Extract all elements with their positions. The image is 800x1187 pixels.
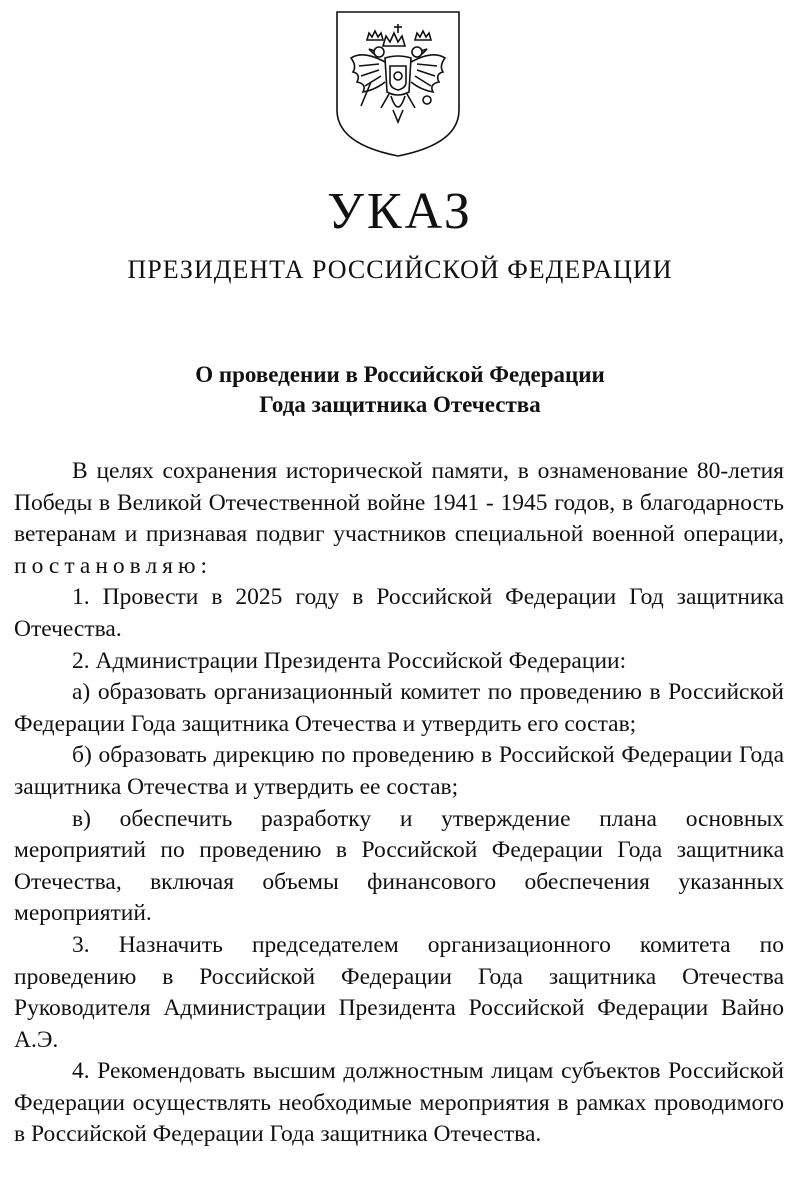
heading-line-2: Года защитника Отечества xyxy=(259,392,541,417)
heading-line-1: О проведении в Российской Федерации xyxy=(195,362,605,387)
item-3: 3. Назначить председателем организационного комитета по проведению в Российской Федерации Года защитника Отечества Руководителя Администрации Президента Российской Федерации Вайно А.Э. xyxy=(14,931,784,1053)
item-4: 4. Рекомендовать высшим должностным лицам субъектов Российской Федерации осуществлять необходимые мероприятия в рамках проводимого в Российской Федерации Года защитника Отечества. xyxy=(14,1058,784,1148)
decree-heading xyxy=(0,360,800,420)
document-title: УКАЗ xyxy=(327,183,473,240)
item-2c: в) обеспечить разработку и утверждение плана основных мероприятий по проведению в Российской Федерации Года защитника Отечества, включая объемы финансового обеспечения указанных мероприятий. xyxy=(14,805,784,927)
item-2: 2. Администрации Президента Российской Федерации: xyxy=(72,647,627,674)
item-2a: а) образовать организационный комитет по проведению в Российской Федерации Года защитника Отечества и утвердить его состав; xyxy=(14,679,784,737)
item-2b: б) образовать дирекцию по проведению в Российской Федерации Года защитника Отечества и утвердить ее состав; xyxy=(14,742,784,800)
coat-of-arms-icon xyxy=(323,6,473,158)
decree-word: постановляю: xyxy=(14,552,213,579)
preamble-text: В целях сохранения исторической памяти, в ознаменование 80-летия Победы в Великой Отечественной войне 1941 - 1945 годов, в благодарность ветеранам и признавая подвиг участников специальной военной операции, xyxy=(14,458,784,548)
preamble-paragraph xyxy=(14,456,784,582)
document-subtitle: ПРЕЗИДЕНТА РОССИЙСКОЙ ФЕДЕРАЦИИ xyxy=(127,255,673,284)
item-1: 1. Провести в 2025 году в Российской Федерации Год защитника Отечества. xyxy=(14,584,784,642)
decree-body xyxy=(14,456,784,1151)
